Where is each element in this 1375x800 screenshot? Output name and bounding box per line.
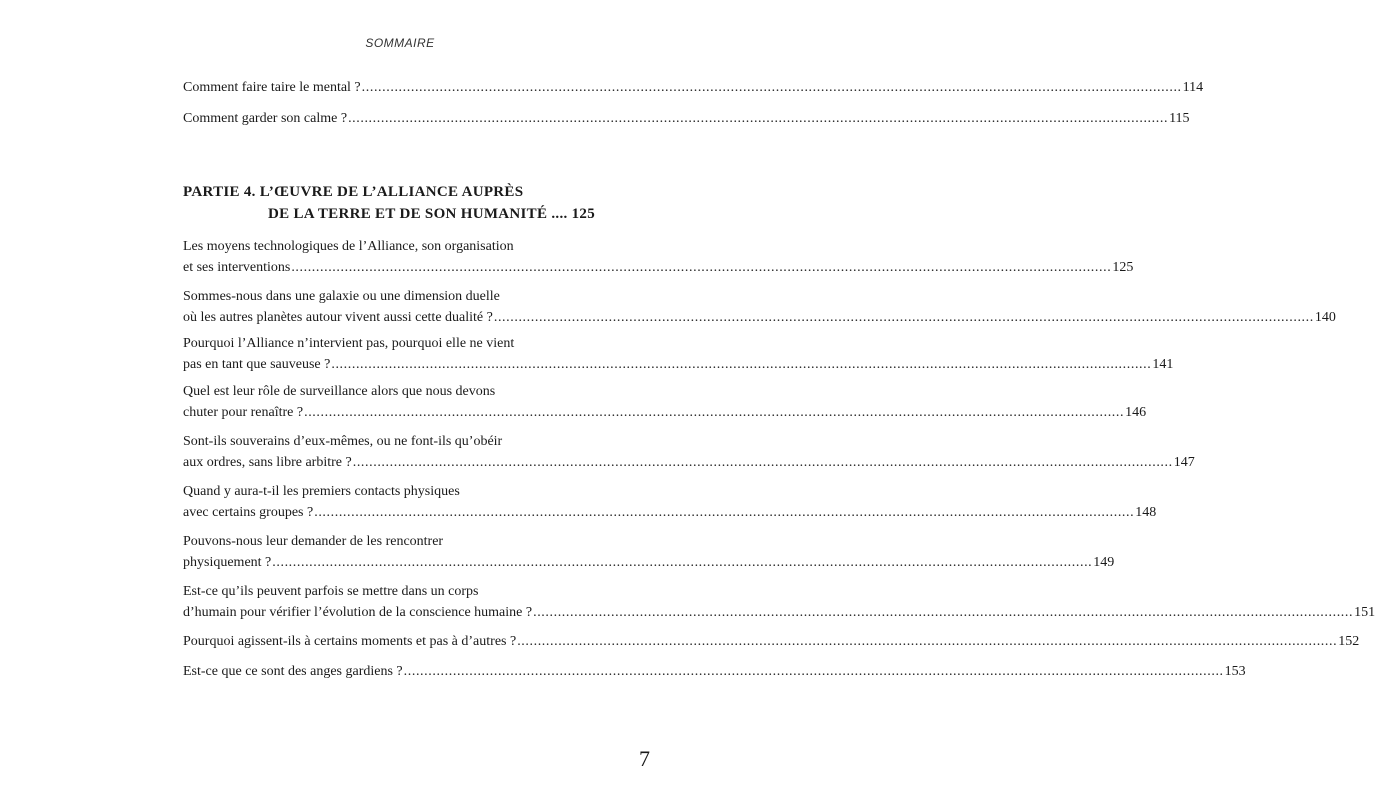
toc-entry-last-line <box>183 661 1246 682</box>
toc-entry <box>183 631 1360 652</box>
dot-leader: ........................................................................................................................................................................................................ <box>291 260 1112 275</box>
toc-entry-page: 147 <box>1173 455 1195 470</box>
toc-entry-last-line <box>183 502 1157 523</box>
toc-entry-last-line <box>183 257 1134 278</box>
toc-entry <box>183 333 1174 375</box>
dot-leader: ........................................................................................................................................................................................................ <box>348 111 1169 126</box>
toc-entry <box>183 481 1157 523</box>
toc-entry-page: 125 <box>1112 260 1134 275</box>
toc-entry-title: avec certains groupes ? <box>183 505 314 520</box>
toc-entry-title: aux ordres, sans libre arbitre ? <box>183 455 352 470</box>
toc-entry-line: Quand y aura-t-il les premiers contacts physiques <box>183 484 460 499</box>
part-heading <box>183 181 595 225</box>
toc-entry <box>183 286 1336 328</box>
toc-entry-title: Pourquoi agissent-ils à certains moments et pas à d’autres ? <box>183 634 517 649</box>
toc-entry-line: Est-ce qu’ils peuvent parfois se mettre dans un corps <box>183 584 479 599</box>
toc-entry-title: Comment garder son calme ? <box>183 111 348 126</box>
toc-entry-title: Est-ce que ce sont des anges gardiens ? <box>183 664 403 679</box>
toc-entry-last-line <box>183 77 1204 98</box>
toc-entry-page: 146 <box>1125 405 1147 420</box>
toc-entry <box>183 431 1195 473</box>
dot-leader: ........................................................................................................................................................................................................ <box>533 605 1354 620</box>
toc-entry <box>183 531 1115 573</box>
toc-entry-line: Sont-ils souverains d’eux-mêmes, ou ne font-ils qu’obéir <box>183 434 503 449</box>
toc-entry-line: Les moyens technologiques de l’Alliance, son organisation <box>183 239 514 254</box>
toc-entry <box>183 661 1246 682</box>
toc-entry-page: 115 <box>1169 111 1190 126</box>
dot-leader: ........................................................................................................................................................................................................ <box>517 634 1338 649</box>
toc-entry-title: physiquement ? <box>183 555 272 570</box>
toc-entry-title: d’humain pour vérifier l’évolution de la conscience humaine ? <box>183 605 533 620</box>
toc-entry-last-line <box>183 402 1147 423</box>
toc-entry-page: 148 <box>1135 505 1157 520</box>
toc-entry-line: Quel est leur rôle de surveillance alors que nous devons <box>183 384 496 399</box>
dot-leader: ........................................................................................................................................................................................................ <box>352 455 1173 470</box>
toc-entry-page: 141 <box>1152 357 1174 372</box>
toc-entry-page: 152 <box>1338 634 1360 649</box>
dot-leader: ........................................................................................................................................................................................................ <box>272 555 1093 570</box>
dot-leader: ........................................................................................................................................................................................................ <box>314 505 1135 520</box>
dot-leader: ........................................................................................................................................................................................................ <box>493 310 1314 325</box>
part-heading-line-2: DE LA TERRE ET DE SON HUMANITÉ .... 125 <box>267 206 595 222</box>
toc-entry-line: Pouvons-nous leur demander de les rencontrer <box>183 534 444 549</box>
page-number: 7 <box>639 746 650 771</box>
toc-entry-last-line <box>183 631 1360 652</box>
toc-entry-last-line <box>183 552 1115 573</box>
toc-entry-page: 149 <box>1093 555 1115 570</box>
toc-entry <box>183 108 1190 129</box>
toc-entry-line: Pourquoi l’Alliance n’intervient pas, pourquoi elle ne vient <box>183 336 515 351</box>
toc-entry-title: Comment faire taire le mental ? <box>183 80 361 95</box>
toc-entry-last-line <box>183 108 1190 129</box>
dot-leader: ........................................................................................................................................................................................................ <box>304 405 1125 420</box>
toc-entry-page: 151 <box>1354 605 1375 620</box>
toc-entry-title: où les autres planètes autour vivent aussi cette dualité ? <box>183 310 493 325</box>
dot-leader: ........................................................................................................................................................................................................ <box>331 357 1152 372</box>
toc-entry-page: 153 <box>1224 664 1246 679</box>
toc-entry-page: 114 <box>1182 80 1204 95</box>
toc-entry-title: pas en tant que sauveuse ? <box>183 357 331 372</box>
toc-entry <box>183 381 1147 423</box>
toc-entry-last-line <box>183 452 1195 473</box>
running-head: SOMMAIRE <box>365 36 435 50</box>
toc-entry <box>183 236 1134 278</box>
toc-entry <box>183 77 1204 98</box>
dot-leader: ........................................................................................................................................................................................................ <box>403 664 1224 679</box>
toc-entry <box>183 581 1375 623</box>
dot-leader: ........................................................................................................................................................................................................ <box>361 80 1182 95</box>
toc-entry-line: Sommes-nous dans une galaxie ou une dimension duelle <box>183 289 500 304</box>
toc-entry-title: chuter pour renaître ? <box>183 405 304 420</box>
toc-entry-last-line <box>183 602 1375 623</box>
toc-entry-last-line <box>183 307 1336 328</box>
toc-entry-page: 140 <box>1314 310 1336 325</box>
toc-entry-title: et ses interventions <box>183 260 291 275</box>
part-heading-line-1: PARTIE 4. L’ŒUVRE DE L’ALLIANCE AUPRÈS <box>183 184 524 200</box>
toc-entry-last-line <box>183 354 1174 375</box>
